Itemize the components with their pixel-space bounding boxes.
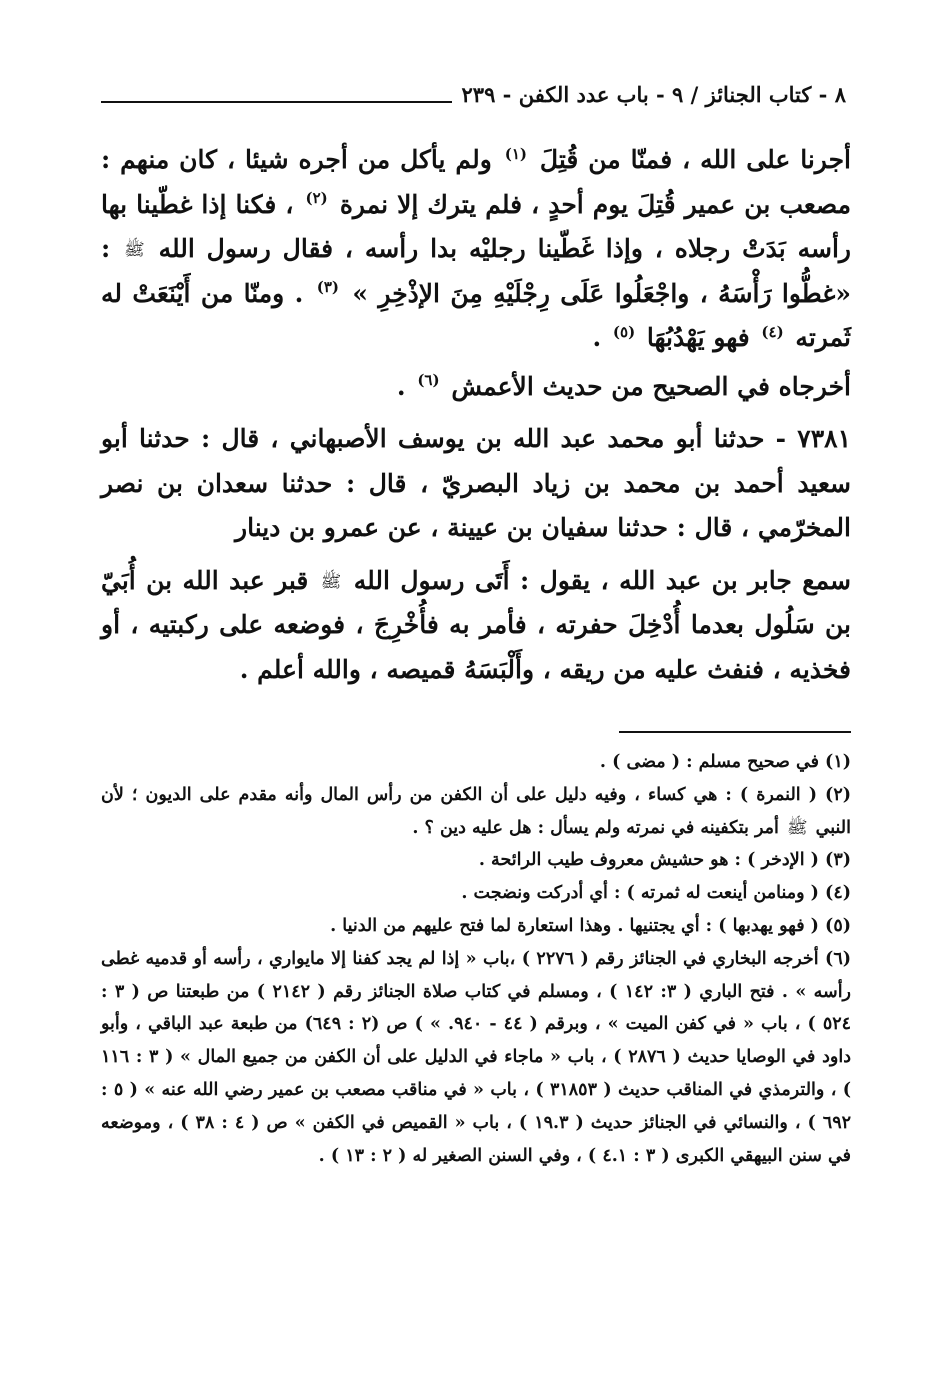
paragraph-takhrij: [101, 365, 851, 410]
text-span: (٢) ( النمرة ) : هي كساء ، وفيه دليل على أن الكفن من رأس المال وأنه مقدم على الديون ؛ لأن النبي: [101, 784, 851, 838]
footnote-3: (٣) ( الإدخر ) : هو حشيش معروف طيب الرائحة .: [478, 850, 851, 871]
text-span: أمر بتكفينه في نمرته ولم يسأل : هل عليه دين ؟ .: [412, 817, 779, 838]
footnote-5: (٥) ( فهو يهدبها ) : أي يجتنيها . وهذا استعارة لما فتح عليهم من الدنيا .: [330, 915, 851, 936]
page-header: [101, 82, 846, 112]
text-span: فهو يَهْدُبُهَا: [646, 323, 750, 352]
footnote-4: (٤) ( ومنامن أينعت له ثمرته ) : أي أدركت ونضجت .: [461, 883, 851, 904]
salawat-ligature-icon: ﷺ: [320, 571, 342, 592]
running-header-title: ٨ - كتاب الجنائز / ٩ - باب عدد الكفن - ٢٣٩: [452, 82, 846, 108]
paragraph-hadith-text: [101, 138, 851, 361]
paragraph-matn-7381: [101, 559, 851, 693]
salawat-ligature-icon: ﷺ: [124, 240, 145, 260]
footnote-ref-1[interactable]: (١): [504, 144, 527, 163]
footnote-ref-3[interactable]: (٣): [316, 278, 340, 297]
text-span: أخرجاه في الصحيح من حديث الأعمش: [451, 371, 851, 401]
text-span: قبر عبد الله بن أُبَيّ بن سَلُول بعدما أُدْخِلَ حفرته ، فأمر به فأُخْرِجَ ، فوضعه على ركبتيه ، أو فخذيه ، فنفث عليه من ريقه ، وأَلْبَسَهُ قميصه ، والله أعلم .: [101, 565, 851, 684]
footnote-6: (٦) أخرجه البخاري في الجنائز رقم ( ٢٢٧٦ ) ،باب « إذا لم يجد كفنا إلا مايواري ، رأسه أو قدميه غطى رأسه » . فتح الباري ( ٣: ١٤٢ ) ، ومسلم في كتاب صلاة الجنائز رقم ( ٢١٤٢ ) من طبعتنا ص ( ٣ : ٥٢٤ ) ، باب « في كفن الميت » ، وبرقم ( ٤٤ - ٩٤٠. » ) ص (٢ : ٦٤٩) من طبعة عبد الباقي ، وأبو داود في الوصايا حديث ( ٢٨٧٦ ) ، باب « ماجاء في الدليل على أن الكفن من جميع المال » ( ٣ : ١١٦ ) ، والترمذي في المناقب حديث ( ٣١٨٥٣ ) ، باب « في مناقب مصعب بن عمير رضي الله عنه » ( ٥ : ٦٩٢ ) ، والنسائي في الجنائز حديث ( ١٩.٣ ) ، باب « القميص في الكفن » ص ( ٤ : ٣٨ ) ، وموضعه في سنن البيهقي الكبرى ( ٣ : ٤.١ ) ، وفي السنن الصغير له ( ٢ : ١٣ ) .: [101, 948, 852, 1166]
footnote-1: (١) في صحيح مسلم : ( مضى ) .: [599, 752, 851, 772]
footnote-ref-2[interactable]: (٢): [305, 189, 328, 208]
footnote-ref-6[interactable]: (٦): [417, 371, 440, 390]
text-span: ٧٣٨١ - حدثنا أبو محمد عبد الله بن يوسف الأصبهاني ، قال : حدثنا أبو سعيد أحمد بن محمد بن زياد البصريّ ، قال : حدثنا سعدان بن نصر المخرّمي ، قال : حدثنا سفيان بن عيينة ، عن عمرو بن دينار: [101, 424, 851, 542]
footnote-ref-4[interactable]: (٤): [761, 322, 784, 341]
text-span: . ومنّا من أَيْنَعَتْ له ثَمرته: [101, 278, 851, 352]
text-span: ، فكنا إذا غطّينا بها رأسه بَدَتْ رجلاه ، وإذا غَطّينا رجليْه بدا رأسه ، فقال رسول الله: [101, 189, 851, 263]
text-span: ولم يأكل من أجره شيئا ، كان منهم : مصعب بن عمير قُتِلَ يوم أحدٍ ، فلم يترك إلا نمرة: [101, 145, 851, 219]
text-span: : «غطُّوا رَأْسَهُ ، واجْعَلُوا عَلَى رِجْلَيْهِ مِنَ الإذْخِرِ »: [101, 234, 851, 308]
paragraph-isnad-7381: [101, 417, 851, 551]
footnote-2: [101, 779, 851, 845]
salawat-ligature-icon: ﷺ: [787, 817, 808, 838]
main-text: [101, 138, 851, 696]
text-span: سمع جابر بن عبد الله ، يقول : أَتَى رسول الله: [353, 565, 851, 595]
footnotes-section: [101, 746, 851, 1172]
text-span: .: [592, 323, 602, 352]
text-span: أجرنا على الله ، فمنّا من قُتِلَ: [539, 145, 851, 174]
text-span: .: [396, 371, 406, 401]
footnote-separator: [619, 731, 851, 733]
footnote-ref-5[interactable]: (٥): [612, 322, 636, 341]
